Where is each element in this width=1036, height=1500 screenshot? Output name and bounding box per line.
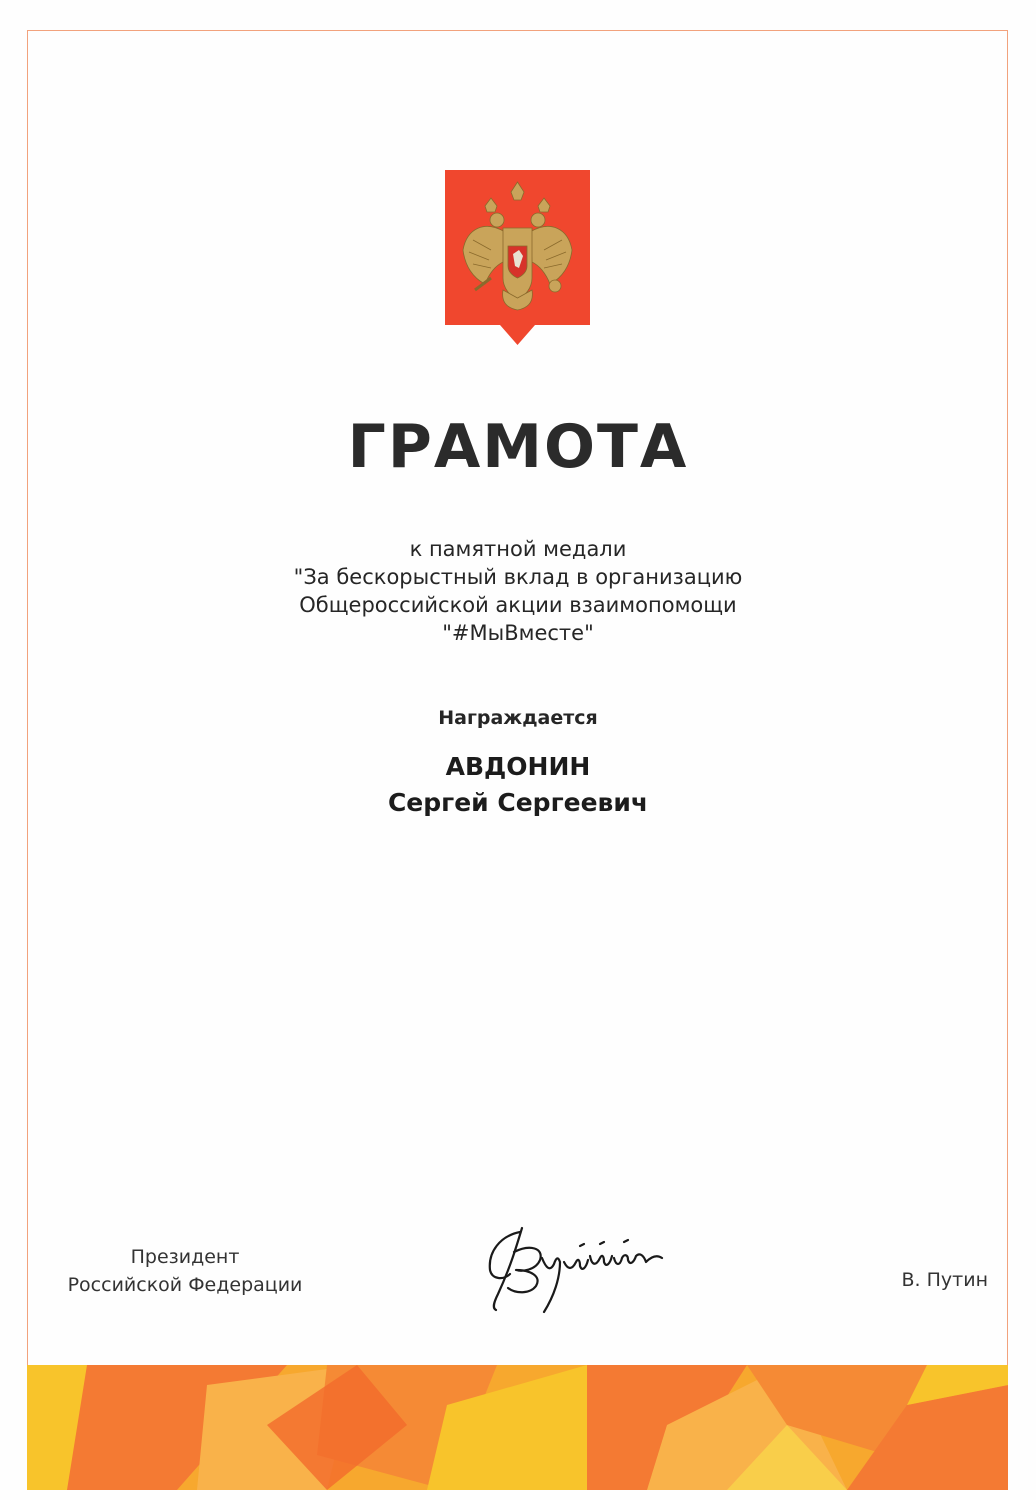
- certificate-subtitle: [0, 535, 1036, 647]
- subtitle-line: к памятной медали: [409, 537, 627, 561]
- signatory-position: [40, 1243, 330, 1299]
- subtitle-line: "За бескорыстный вклад в организацию: [293, 565, 743, 589]
- awarded-label: Награждается: [438, 707, 598, 729]
- signatory-position-line: Президент: [130, 1246, 240, 1268]
- handwritten-signature: [480, 1218, 695, 1318]
- recipient-name: [0, 749, 1036, 821]
- subtitle-line: "#МыВместе": [442, 621, 594, 645]
- coat-of-arms-icon: [445, 170, 590, 345]
- recipient-surname: АВДОНИН: [445, 752, 591, 781]
- orange-geometric-banner: [27, 1365, 1008, 1490]
- subtitle-line: Общероссийской акции взаимопомощи: [299, 593, 737, 617]
- signatory-position-line: Российской Федерации: [67, 1274, 303, 1296]
- recipient-given-names: Сергей Сергеевич: [387, 788, 649, 817]
- certificate-title: ГРАМОТА: [347, 412, 689, 482]
- signatory-name: В. Путин: [901, 1269, 988, 1291]
